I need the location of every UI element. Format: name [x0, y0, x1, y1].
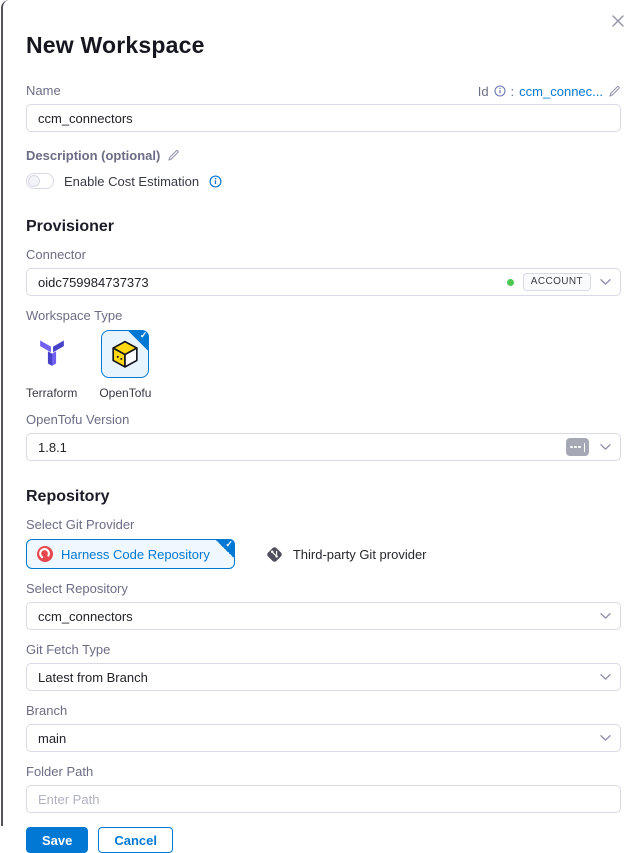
info-icon[interactable]	[209, 175, 222, 188]
connector-label: Connector	[26, 247, 86, 262]
workspace-type-label: Workspace Type	[26, 308, 123, 323]
workspace-type-label-terraform: Terraform	[26, 386, 78, 400]
workspace-type-label-opentofu: OpenTofu	[99, 386, 152, 400]
new-workspace-dialog	[1, 0, 641, 848]
close-icon[interactable]	[609, 12, 627, 30]
id-separator: :	[510, 83, 515, 99]
connector-status-dot	[507, 279, 514, 286]
git-provider-thirdparty-label: Third-party Git provider	[292, 546, 427, 562]
git-logo-icon	[265, 545, 284, 564]
selected-check-icon: ✓	[127, 330, 149, 352]
git-provider-label: Select Git Provider	[26, 517, 135, 532]
name-input[interactable]	[26, 104, 621, 132]
select-repository-select[interactable]	[26, 602, 621, 630]
toggle-knob	[28, 175, 40, 187]
save-button[interactable]: Save	[26, 827, 88, 853]
chevron-down-icon[interactable]	[600, 279, 611, 286]
selected-check-icon: ✓	[215, 539, 235, 559]
branch-label: Branch	[26, 703, 68, 718]
folder-path-input[interactable]	[26, 785, 621, 813]
id-value: ccm_connec...	[519, 83, 603, 99]
repository-heading: Repository	[26, 488, 110, 505]
version-select[interactable]	[26, 433, 621, 461]
info-icon[interactable]	[494, 85, 506, 97]
cost-estimation-label: Enable Cost Estimation	[64, 173, 200, 189]
git-provider-harness[interactable]	[26, 539, 235, 569]
harness-logo-icon	[37, 546, 53, 562]
cancel-button[interactable]: Cancel	[98, 827, 173, 853]
git-provider-thirdparty[interactable]	[265, 545, 427, 564]
select-repository-label: Select Repository	[26, 581, 128, 596]
branch-select[interactable]	[26, 724, 621, 752]
connector-scope-badge: ACCOUNT	[523, 273, 591, 291]
chevron-down-icon[interactable]	[600, 735, 611, 742]
chevron-down-icon[interactable]	[600, 613, 611, 620]
workspace-type-terraform[interactable]	[26, 330, 77, 400]
folder-path-label: Folder Path	[26, 764, 94, 779]
chevron-down-icon[interactable]	[600, 674, 611, 681]
name-label: Name	[26, 83, 61, 98]
version-label: OpenTofu Version	[26, 412, 130, 427]
id-label: Id	[477, 83, 489, 99]
edit-id-icon[interactable]	[608, 85, 621, 98]
page-title: New Workspace	[26, 32, 205, 58]
git-provider-harness-label: Harness Code Repository	[61, 546, 210, 562]
chevron-down-icon[interactable]	[600, 444, 611, 451]
cost-estimation-toggle[interactable]	[26, 173, 54, 189]
workspace-type-opentofu[interactable]	[99, 330, 151, 400]
description-label: Description (optional)	[26, 148, 161, 163]
provisioner-heading: Provisioner	[26, 218, 115, 235]
input-type-selector-icon[interactable]	[566, 438, 589, 456]
git-fetch-type-label: Git Fetch Type	[26, 642, 111, 657]
terraform-icon	[39, 340, 65, 368]
edit-description-icon[interactable]	[167, 149, 180, 162]
git-fetch-type-select[interactable]	[26, 663, 621, 691]
